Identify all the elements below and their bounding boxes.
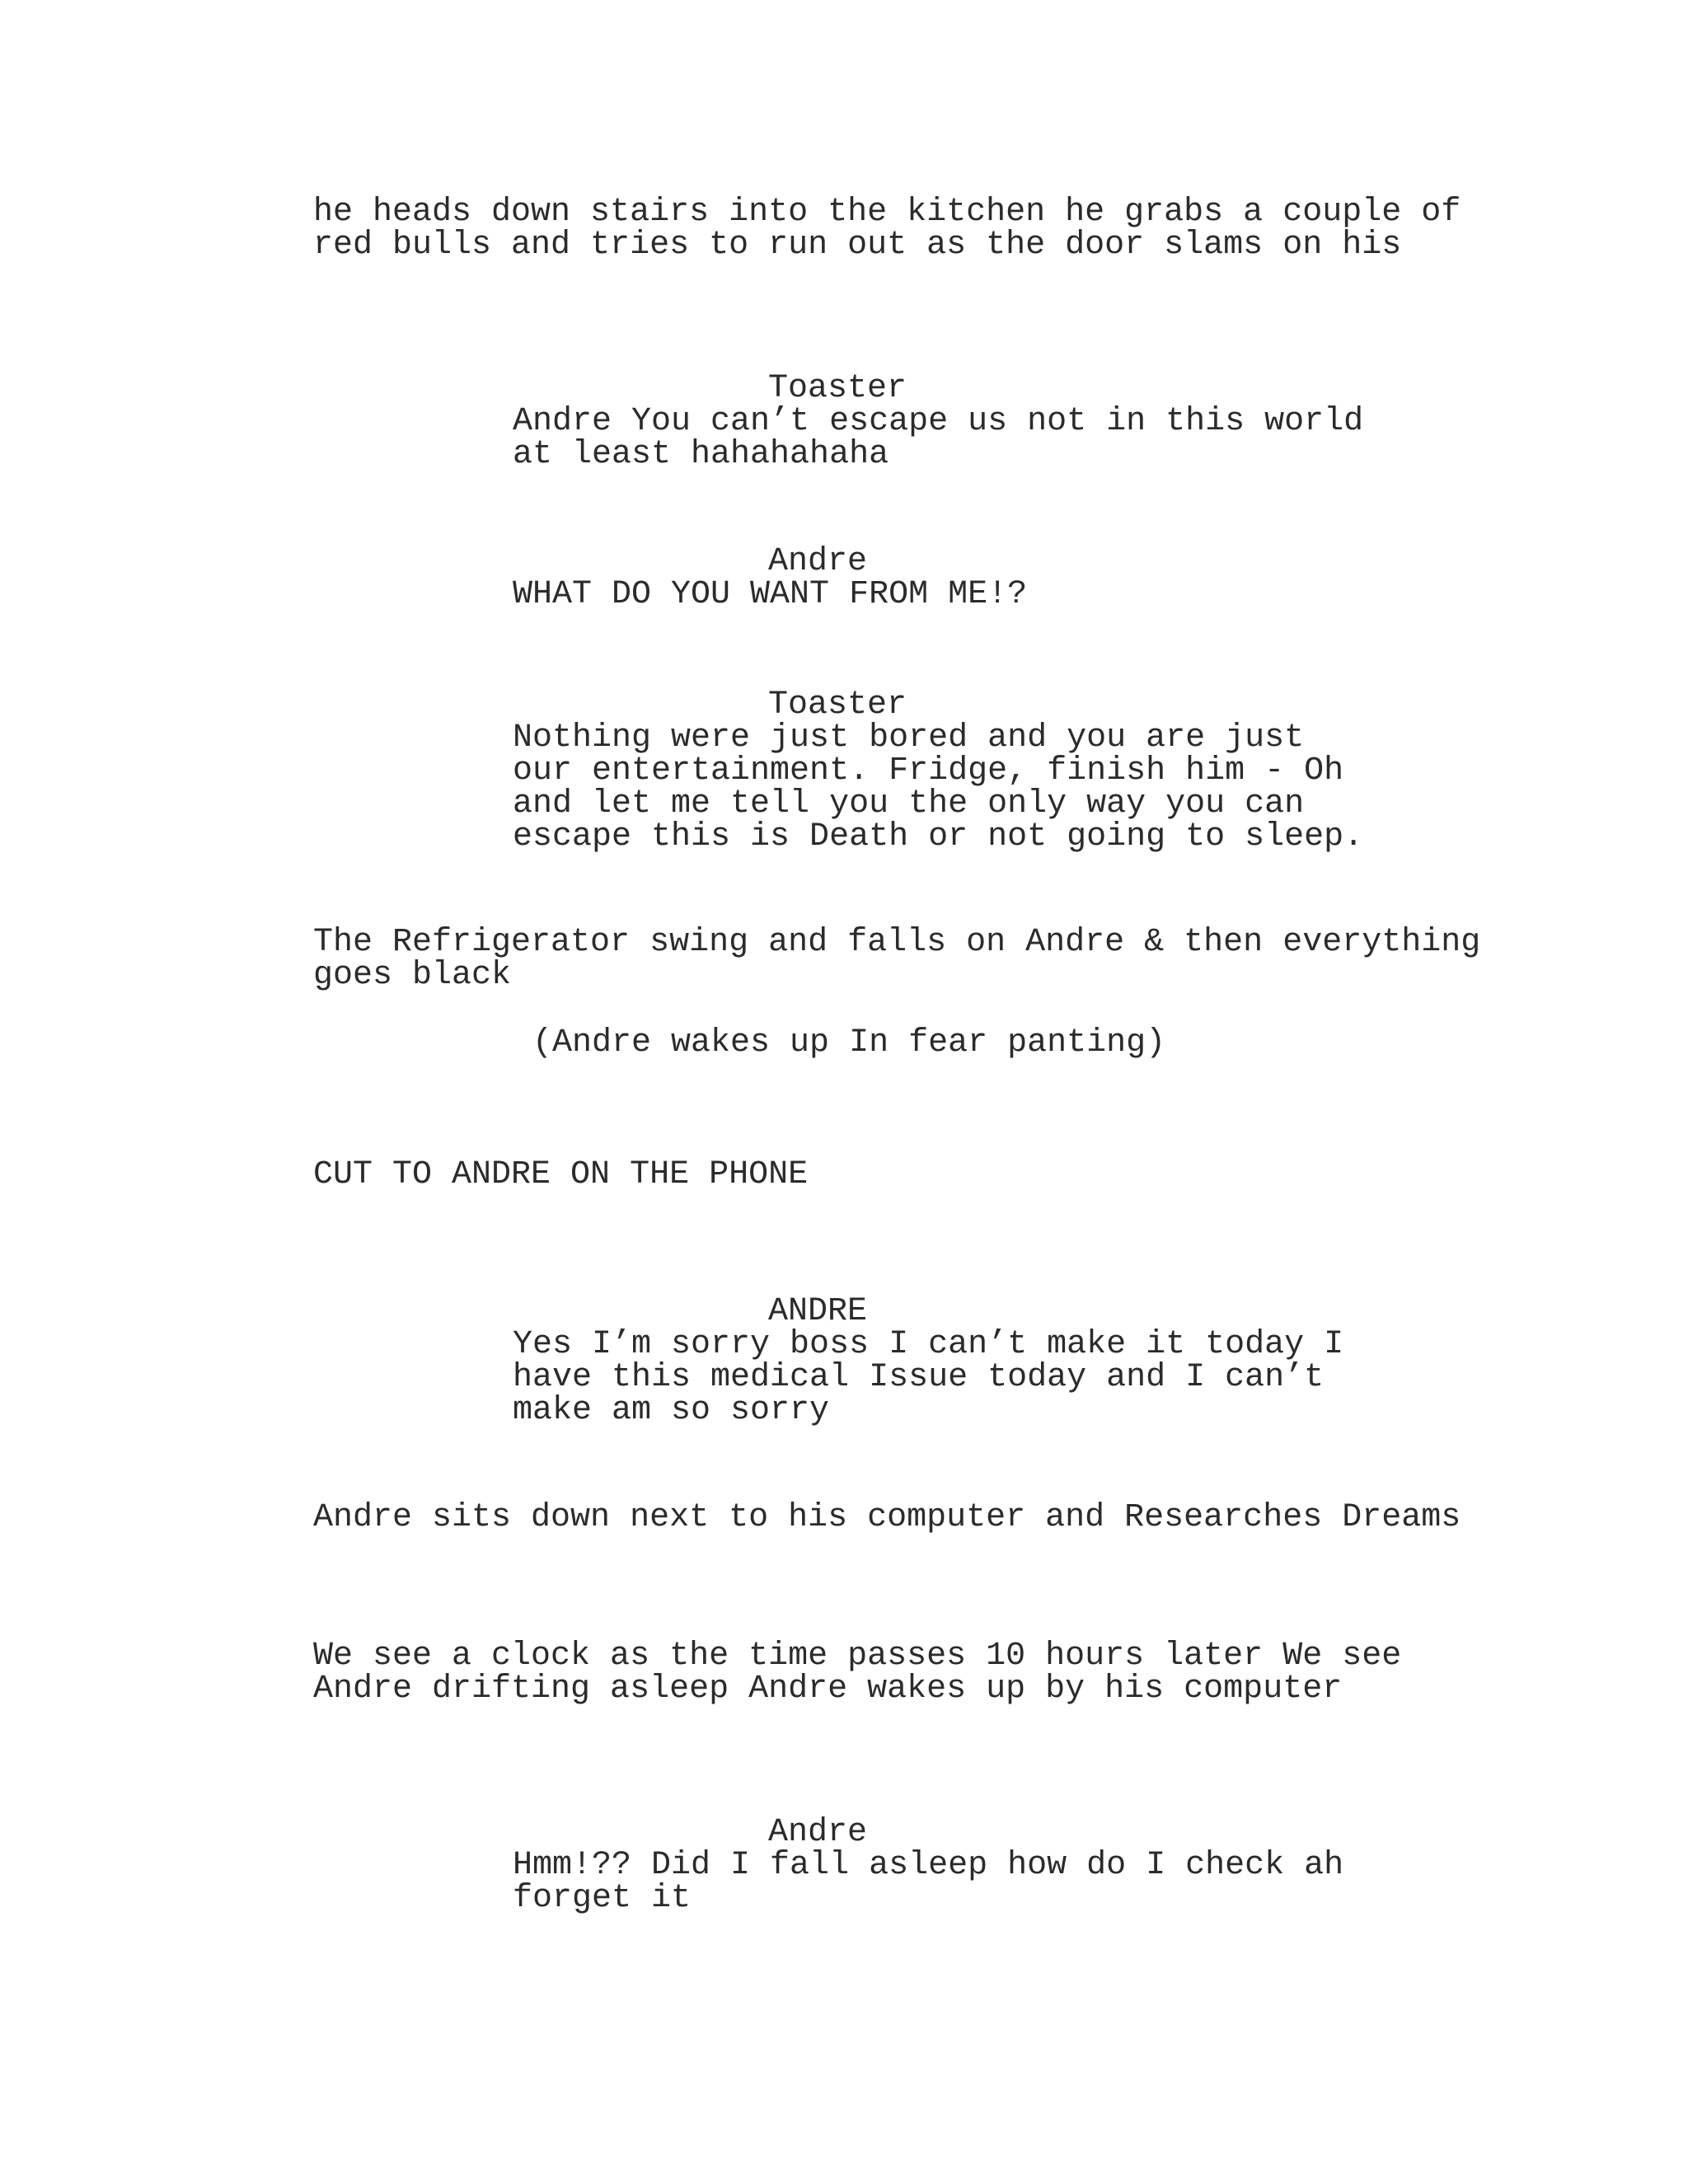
- text-line: he heads down stairs into the kitchen he grabs a couple of: [313, 194, 1461, 231]
- text-line: goes black: [313, 957, 512, 994]
- text-line: WHAT DO YOU WANT FROM ME!?: [513, 576, 1028, 613]
- text-line: Toaster: [768, 687, 907, 724]
- parenthetical: [532, 1024, 1166, 1062]
- dialogue: [513, 576, 1028, 613]
- text-line: Hmm!?? Did I fall asleep how do I check ah: [513, 1847, 1344, 1884]
- character-name: [768, 689, 907, 722]
- action-line: [313, 196, 1461, 262]
- text-line: CUT TO ANDRE ON THE PHONE: [313, 1156, 809, 1193]
- text-line: have this medical Issue today and I can’t: [513, 1359, 1325, 1396]
- text-line: our entertainment. Fridge, finish him - Oh: [513, 752, 1344, 790]
- dialogue: [513, 405, 1363, 471]
- text-line: forget it: [513, 1880, 692, 1917]
- dialogue: [513, 1849, 1343, 1915]
- character-name: [768, 1293, 868, 1330]
- text-line: Andre: [768, 1814, 868, 1851]
- character-name: [768, 543, 868, 580]
- character-name: [768, 1816, 867, 1849]
- character-name: [768, 370, 907, 407]
- text-line: Yes I’m sorry boss I can’t make it today I: [513, 1326, 1344, 1363]
- text-line: ANDRE: [768, 1293, 868, 1330]
- action-line: [313, 1640, 1401, 1706]
- text-line: at least hahahahaha: [513, 436, 889, 473]
- transition-line: [313, 1156, 809, 1193]
- dialogue: [513, 719, 1364, 855]
- text-line: Andre sits down next to his computer and Researches Dreams: [313, 1499, 1461, 1536]
- action-line: [313, 926, 1480, 992]
- text-line: Andre drifting asleep Andre wakes up by his computer: [313, 1671, 1343, 1708]
- text-line: Nothing were just bored and you are just: [513, 719, 1305, 757]
- text-line: Andre: [768, 543, 868, 580]
- dialogue: [513, 1326, 1344, 1429]
- text-line: Andre You can’t escape us not in this world: [513, 403, 1364, 440]
- text-line: and let me tell you the only way you can: [513, 785, 1305, 823]
- text-line: red bulls and tries to run out as the door slams on his: [313, 227, 1402, 264]
- text-line: escape this is Death or not going to sleep.: [513, 818, 1364, 855]
- text-line: make am so sorry: [513, 1392, 830, 1429]
- text-line: We see a clock as the time passes 10 hours later We see: [313, 1638, 1402, 1675]
- text-line: (Andre wakes up In fear panting): [532, 1024, 1166, 1062]
- action-line: [313, 1499, 1461, 1536]
- text-line: Toaster: [768, 370, 907, 407]
- text-line: The Refrigerator swing and falls on Andre & then everything: [313, 924, 1481, 961]
